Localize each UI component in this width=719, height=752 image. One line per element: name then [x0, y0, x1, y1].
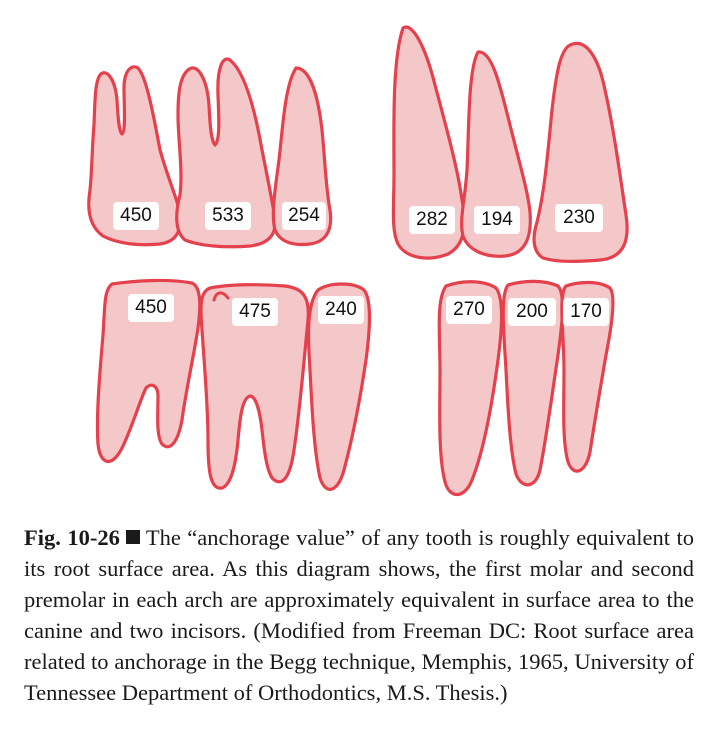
upper-lateral-incisor — [462, 52, 531, 256]
upper-central-incisor — [534, 43, 627, 261]
upper-central-incisor-value: 230 — [563, 207, 595, 229]
upper-premolar-value: 254 — [288, 205, 320, 227]
upper-premolar — [273, 68, 330, 244]
lower-central-incisor-value: 170 — [570, 301, 602, 323]
lower-canine-value: 270 — [453, 299, 485, 321]
upper-molar-1 — [89, 67, 181, 245]
caption-text: The “anchorage value” of any tooth is roughly equivalent to its root surface area. As this diagram shows, the first molar and second premolar in each arch are approximately equivalent in surface area to the canine and two incisors. (Modified from Freeman DC: Root surface area related to anchorage in the Begg technique, Memphis, 1965, University of Tennessee Department of Orthodontics, M.S. Thesis.) — [24, 525, 694, 705]
upper-molar-2-value: 533 — [212, 205, 244, 227]
lower-molar-1 — [97, 280, 199, 461]
lower-lateral-incisor — [503, 281, 562, 484]
lower-molar-1-value: 450 — [135, 297, 167, 319]
lower-molar-2 — [201, 285, 308, 488]
upper-molar-1-value: 450 — [120, 205, 152, 227]
lower-lateral-incisor-value: 200 — [516, 301, 548, 323]
square-bullet-icon — [126, 530, 140, 544]
lower-canine — [439, 282, 501, 495]
lower-molar-2-value: 475 — [239, 301, 271, 323]
lower-central-incisor — [562, 282, 613, 471]
figure-label: Fig. 10-26 — [24, 525, 120, 550]
upper-canine — [393, 27, 464, 258]
upper-canine-value: 282 — [416, 209, 448, 231]
upper-molar-2 — [177, 59, 276, 247]
lower-premolar-value: 240 — [325, 299, 357, 321]
lower-premolar — [308, 284, 369, 489]
upper-lateral-incisor-value: 194 — [481, 209, 513, 231]
figure-caption — [24, 522, 694, 708]
